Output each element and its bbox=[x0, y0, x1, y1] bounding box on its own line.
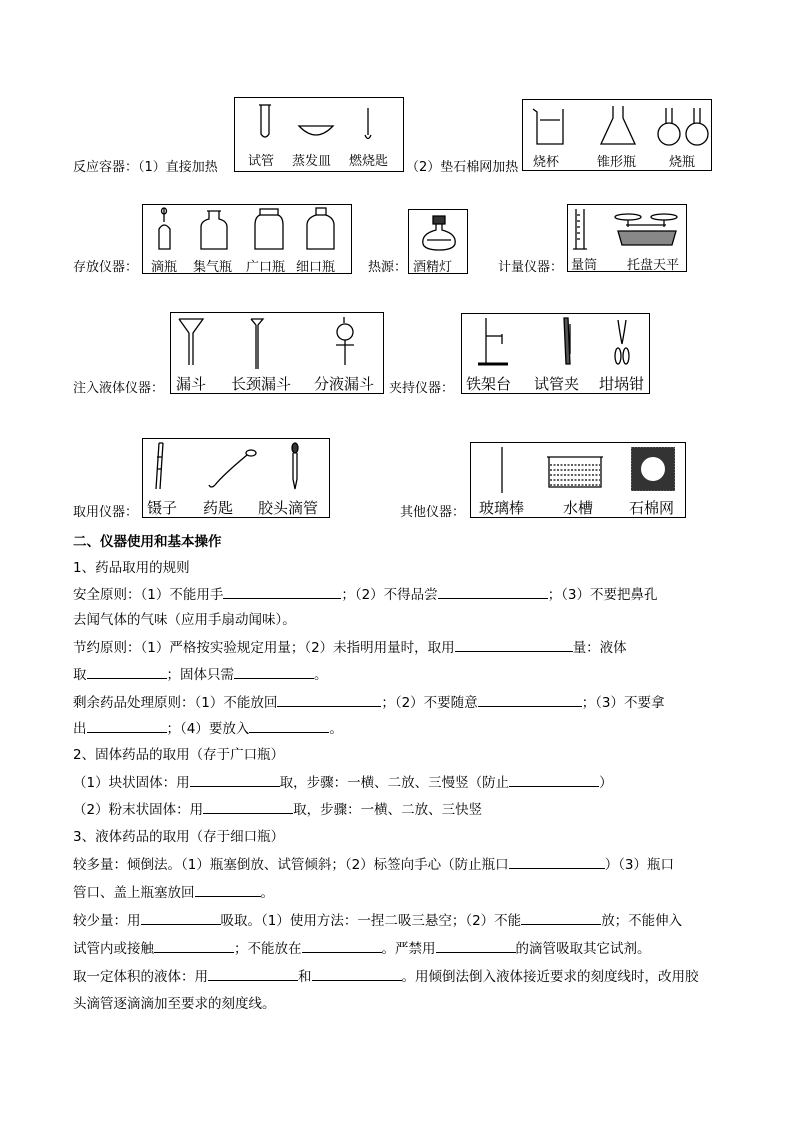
caption-test-tube-clamp: 试管夹 bbox=[534, 375, 580, 393]
saving-c: 取 bbox=[73, 667, 87, 683]
caption-balance: 托盘天平 bbox=[627, 258, 680, 273]
beaker-icon bbox=[533, 109, 563, 144]
pour-b: ）（3）瓶口 bbox=[604, 857, 675, 873]
blank-volume-tool-2[interactable] bbox=[312, 967, 402, 981]
inject-box bbox=[170, 312, 384, 394]
small-c: 放；不能伸入 bbox=[601, 913, 683, 929]
measuring-cylinder-icon bbox=[573, 209, 587, 249]
blank-small-place[interactable] bbox=[302, 939, 382, 953]
caption-wide-mouth-bottle: 广口瓶 bbox=[246, 260, 286, 275]
blank-pour-return[interactable] bbox=[195, 883, 261, 897]
caption-crucible-tongs: 坩埚钳 bbox=[599, 375, 645, 393]
caption-tweezers: 镊子 bbox=[147, 499, 178, 517]
funnel-icon bbox=[179, 319, 203, 365]
s2-title: 2、固体药品的取用（存于广口瓶） bbox=[73, 747, 285, 763]
caption-water-trough: 水槽 bbox=[563, 499, 594, 517]
leftover-d: 出 bbox=[73, 721, 87, 737]
caption-measuring-cylinder: 量筒 bbox=[571, 258, 598, 273]
small-g: 的滴管吸取其它试剂。 bbox=[515, 941, 651, 957]
round-flask-icon bbox=[658, 108, 708, 145]
small-line-2 bbox=[73, 939, 651, 958]
blank-put-into[interactable] bbox=[249, 719, 329, 733]
small-d: 试管内或接触 bbox=[73, 941, 154, 957]
pour-c: 管口、盖上瓶塞放回 bbox=[73, 885, 195, 901]
other-label: 其他仪器： bbox=[400, 505, 466, 520]
narrow-mouth-bottle-icon bbox=[307, 208, 334, 249]
alcohol-lamp-icon bbox=[423, 216, 455, 250]
heat-label: 热源： bbox=[368, 260, 408, 275]
blank-no-return[interactable] bbox=[277, 693, 381, 707]
pour-a: 较多量：倾倒法。（1）瓶塞倒放、试管倾斜；（2）标签向手心（防止瓶口 bbox=[73, 857, 509, 873]
blank-volume-tool-1[interactable] bbox=[208, 967, 298, 981]
safety-b: ；（2）不得品尝 bbox=[341, 587, 438, 603]
caption-iron-stand: 铁架台 bbox=[466, 375, 512, 393]
caption-combustion-spoon: 燃烧匙 bbox=[349, 154, 389, 169]
iron-stand-icon bbox=[478, 318, 508, 364]
water-trough-icon bbox=[547, 457, 603, 487]
pour-line-1 bbox=[73, 855, 674, 874]
saving-line-1 bbox=[73, 638, 627, 657]
small-f: 。严禁用 bbox=[381, 941, 436, 957]
small-b: 吸取。（1）使用方法：一捏二吸三悬空；（2）不能 bbox=[220, 913, 522, 929]
blank-pour-prevent[interactable] bbox=[509, 855, 605, 869]
measure-label: 计量仪器： bbox=[498, 260, 564, 275]
balance-icon bbox=[615, 214, 677, 245]
test-tube-icon bbox=[259, 105, 271, 137]
mesh-heat-label: （2）垫石棉网加热 bbox=[406, 160, 519, 175]
blank-no-discard[interactable] bbox=[478, 693, 582, 707]
caption-asbestos-mesh: 石棉网 bbox=[629, 499, 675, 517]
leftover-e: ；（4）要放入 bbox=[166, 721, 250, 737]
clamp-box bbox=[461, 313, 650, 394]
block-a: （1）块状固体：用 bbox=[73, 775, 190, 791]
volume-c: 。用倾倒法倒入液体接近要求的刻度线时，改用胶 bbox=[401, 969, 699, 985]
other-box bbox=[470, 442, 686, 518]
measure-box bbox=[567, 204, 687, 272]
blank-no-hand[interactable] bbox=[223, 585, 341, 599]
blank-powder-tool[interactable] bbox=[203, 800, 293, 814]
leftover-f: 。 bbox=[329, 721, 343, 737]
crucible-tongs-icon bbox=[615, 320, 629, 364]
saving-e: 。 bbox=[314, 667, 328, 683]
powder-solid-line bbox=[73, 800, 482, 819]
blank-solid-amount[interactable] bbox=[234, 665, 314, 679]
tweezers-icon bbox=[156, 443, 163, 489]
caption-separatory-funnel: 分液漏斗 bbox=[314, 375, 375, 393]
volume-b: 和 bbox=[298, 969, 312, 985]
volume-line-2: 头滴管逐滴滴加至要求的刻度线。 bbox=[73, 996, 276, 1012]
caption-dropper-bottle: 滴瓶 bbox=[151, 260, 178, 275]
caption-alcohol-lamp: 酒精灯 bbox=[413, 260, 453, 275]
caption-dropper: 胶头滴管 bbox=[258, 499, 319, 517]
safety-line-2: 去闻气体的气味（应用手扇动闻味）。 bbox=[73, 612, 296, 628]
caption-round-flask: 烧瓶 bbox=[669, 155, 696, 170]
blank-block-prevent[interactable] bbox=[509, 773, 599, 787]
caption-beaker: 烧杯 bbox=[533, 155, 560, 170]
pour-d: 。 bbox=[260, 885, 274, 901]
blank-small-tool[interactable] bbox=[141, 911, 221, 925]
leftover-c: ；（3）不要拿 bbox=[581, 695, 665, 711]
small-a: 较少量：用 bbox=[73, 913, 141, 929]
evaporating-dish-icon bbox=[299, 126, 333, 135]
s1-title: 1、药品取用的规则 bbox=[73, 560, 190, 576]
blank-small-not[interactable] bbox=[521, 911, 601, 925]
leftover-b: ；（2）不要随意 bbox=[381, 695, 478, 711]
saving-line-2 bbox=[73, 665, 328, 684]
caption-glass-rod: 玻璃棒 bbox=[479, 499, 525, 517]
blank-liquid-amount[interactable] bbox=[87, 665, 167, 679]
caption-conical-flask: 锥形瓶 bbox=[597, 155, 637, 170]
inject-label: 注入液体仪器： bbox=[73, 381, 165, 396]
leftover-a: 剩余药品处理原则：（1）不能放回 bbox=[73, 695, 278, 711]
pour-line-2 bbox=[73, 883, 274, 902]
blank-no-take-out[interactable] bbox=[87, 719, 167, 733]
blank-small-touch[interactable] bbox=[154, 939, 234, 953]
clamp-label: 夹持仪器： bbox=[389, 381, 455, 396]
leftover-line-2 bbox=[73, 719, 343, 738]
section2-title: 二、仪器使用和基本操作 bbox=[73, 534, 222, 550]
powder-b: 取，步骤：一横、二放、三快竖 bbox=[293, 802, 483, 818]
storage-label: 存放仪器： bbox=[73, 260, 139, 275]
wide-mouth-bottle-icon bbox=[255, 209, 283, 249]
direct-heat-box bbox=[234, 97, 404, 172]
combustion-spoon-icon bbox=[365, 108, 371, 139]
storage-box bbox=[142, 204, 352, 274]
safety-c: ；（3）不要把鼻孔 bbox=[547, 587, 658, 603]
safety-line-1 bbox=[73, 585, 658, 604]
blank-small-forbid[interactable] bbox=[436, 939, 516, 953]
caption-spatula: 药匙 bbox=[203, 499, 234, 517]
powder-a: （2）粉末状固体：用 bbox=[73, 802, 204, 818]
long-neck-funnel-icon bbox=[251, 319, 263, 369]
mesh-heat-box bbox=[522, 99, 712, 171]
caption-gas-jar: 集气瓶 bbox=[193, 260, 233, 275]
leftover-line-1 bbox=[73, 693, 665, 712]
saving-b: 量：液体 bbox=[572, 640, 627, 656]
safety-a: 安全原则：（1）不能用手 bbox=[73, 587, 224, 603]
volume-a: 取一定体积的液体：用 bbox=[73, 969, 208, 985]
blank-no-taste[interactable] bbox=[438, 585, 548, 599]
caption-narrow-mouth-bottle: 细口瓶 bbox=[296, 260, 336, 275]
saving-d: ；固体只需 bbox=[166, 667, 234, 683]
separatory-funnel-icon bbox=[336, 317, 354, 365]
small-e: ；不能放在 bbox=[234, 941, 302, 957]
spatula-icon bbox=[209, 450, 256, 487]
test-tube-clamp-icon bbox=[564, 318, 570, 364]
caption-long-neck-funnel: 长颈漏斗 bbox=[231, 375, 292, 393]
dropper-icon bbox=[292, 443, 298, 489]
blank-min-amount[interactable] bbox=[455, 638, 573, 652]
blank-block-tool[interactable] bbox=[190, 773, 280, 787]
small-line-1 bbox=[73, 911, 682, 930]
block-b: 取，步骤：一横、二放、三慢竖（防止 bbox=[279, 775, 510, 791]
take-box bbox=[142, 438, 330, 518]
saving-a: 节约原则：（1）严格按实验规定用量；（2）未指明用量时，取用 bbox=[73, 640, 455, 656]
caption-test-tube: 试管 bbox=[248, 154, 275, 169]
dropper-bottle-icon bbox=[159, 208, 170, 249]
take-label: 取用仪器： bbox=[73, 505, 139, 520]
gas-jar-icon bbox=[201, 211, 227, 249]
caption-evaporating-dish: 蒸发皿 bbox=[292, 154, 332, 169]
caption-funnel: 漏斗 bbox=[176, 375, 207, 393]
volume-line-1 bbox=[73, 967, 699, 986]
heat-box bbox=[408, 209, 468, 274]
reaction-label: 反应容器：（1）直接加热 bbox=[73, 160, 218, 175]
conical-flask-icon bbox=[601, 106, 635, 144]
block-c: ） bbox=[599, 775, 613, 791]
block-solid-line bbox=[73, 773, 613, 792]
asbestos-mesh-icon bbox=[631, 447, 675, 491]
s3-title: 3、液体药品的取用（存于细口瓶） bbox=[73, 829, 285, 845]
